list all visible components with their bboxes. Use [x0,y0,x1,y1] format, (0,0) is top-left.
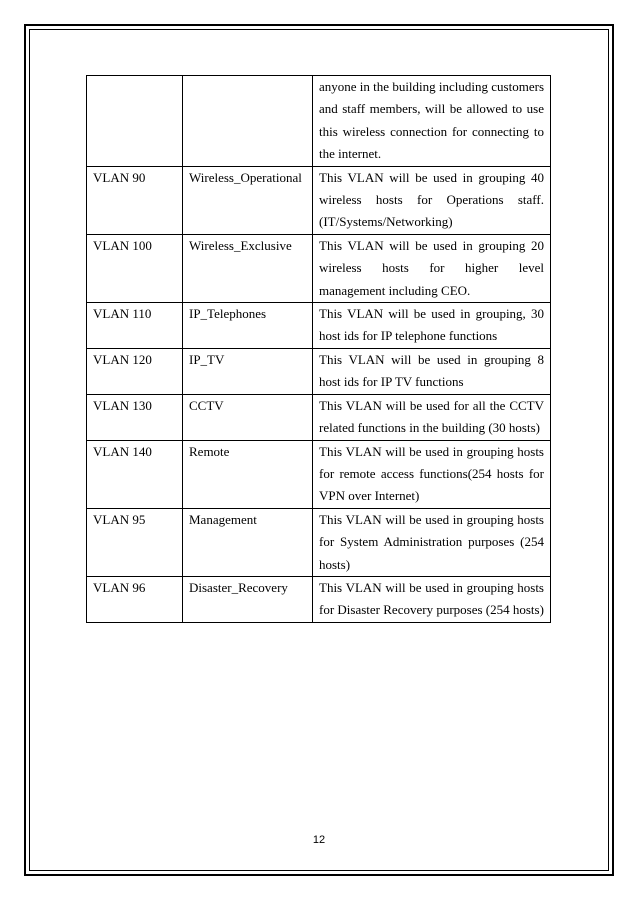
vlan-name-cell: IP_Telephones [183,303,313,349]
page-number: 12 [312,834,326,846]
vlan-id-cell: VLAN 96 [87,576,183,622]
vlan-name-cell: Management [183,508,313,576]
vlan-description-cell: This VLAN will be used in grouping hosts for System Administration purposes (254 hosts) [313,508,551,576]
table-row [87,234,551,302]
vlan-id-cell: VLAN 90 [87,166,183,234]
vlan-name-cell: Disaster_Recovery [183,576,313,622]
table-row [87,166,551,234]
vlan-id-cell: VLAN 140 [87,440,183,508]
vlan-id-cell [87,76,183,167]
vlan-id-cell: VLAN 100 [87,234,183,302]
vlan-name-cell [183,76,313,167]
table-row [87,394,551,440]
table-row [87,303,551,349]
vlan-description-cell: This VLAN will be used in grouping 40 wireless hosts for Operations staff. (IT/Systems/Networking) [313,166,551,234]
vlan-description-cell: This VLAN will be used in grouping hosts for remote access functions(254 hosts for VPN over Internet) [313,440,551,508]
table-row [87,440,551,508]
vlan-id-cell: VLAN 120 [87,348,183,394]
vlan-description-cell: This VLAN will be used in grouping, 30 host ids for IP telephone functions [313,303,551,349]
vlan-description-cell: This VLAN will be used in grouping 20 wireless hosts for higher level management including CEO. [313,234,551,302]
table-row [87,508,551,576]
table-row [87,76,551,167]
vlan-id-cell: VLAN 130 [87,394,183,440]
vlan-id-cell: VLAN 110 [87,303,183,349]
table-row [87,576,551,622]
vlan-description-cell: This VLAN will be used in grouping hosts for Disaster Recovery purposes (254 hosts) [313,576,551,622]
vlan-description-cell: This VLAN will be used for all the CCTV related functions in the building (30 hosts) [313,394,551,440]
vlan-description-cell: This VLAN will be used in grouping 8 host ids for IP TV functions [313,348,551,394]
vlan-table [86,75,551,623]
vlan-id-cell: VLAN 95 [87,508,183,576]
vlan-name-cell: Remote [183,440,313,508]
vlan-name-cell: CCTV [183,394,313,440]
vlan-name-cell: Wireless_Operational [183,166,313,234]
vlan-name-cell: IP_TV [183,348,313,394]
vlan-name-cell: Wireless_Exclusive [183,234,313,302]
vlan-description-cell: anyone in the building including customers and staff members, will be allowed to use this wireless connection for connecting to the internet. [313,76,551,167]
table-row [87,348,551,394]
